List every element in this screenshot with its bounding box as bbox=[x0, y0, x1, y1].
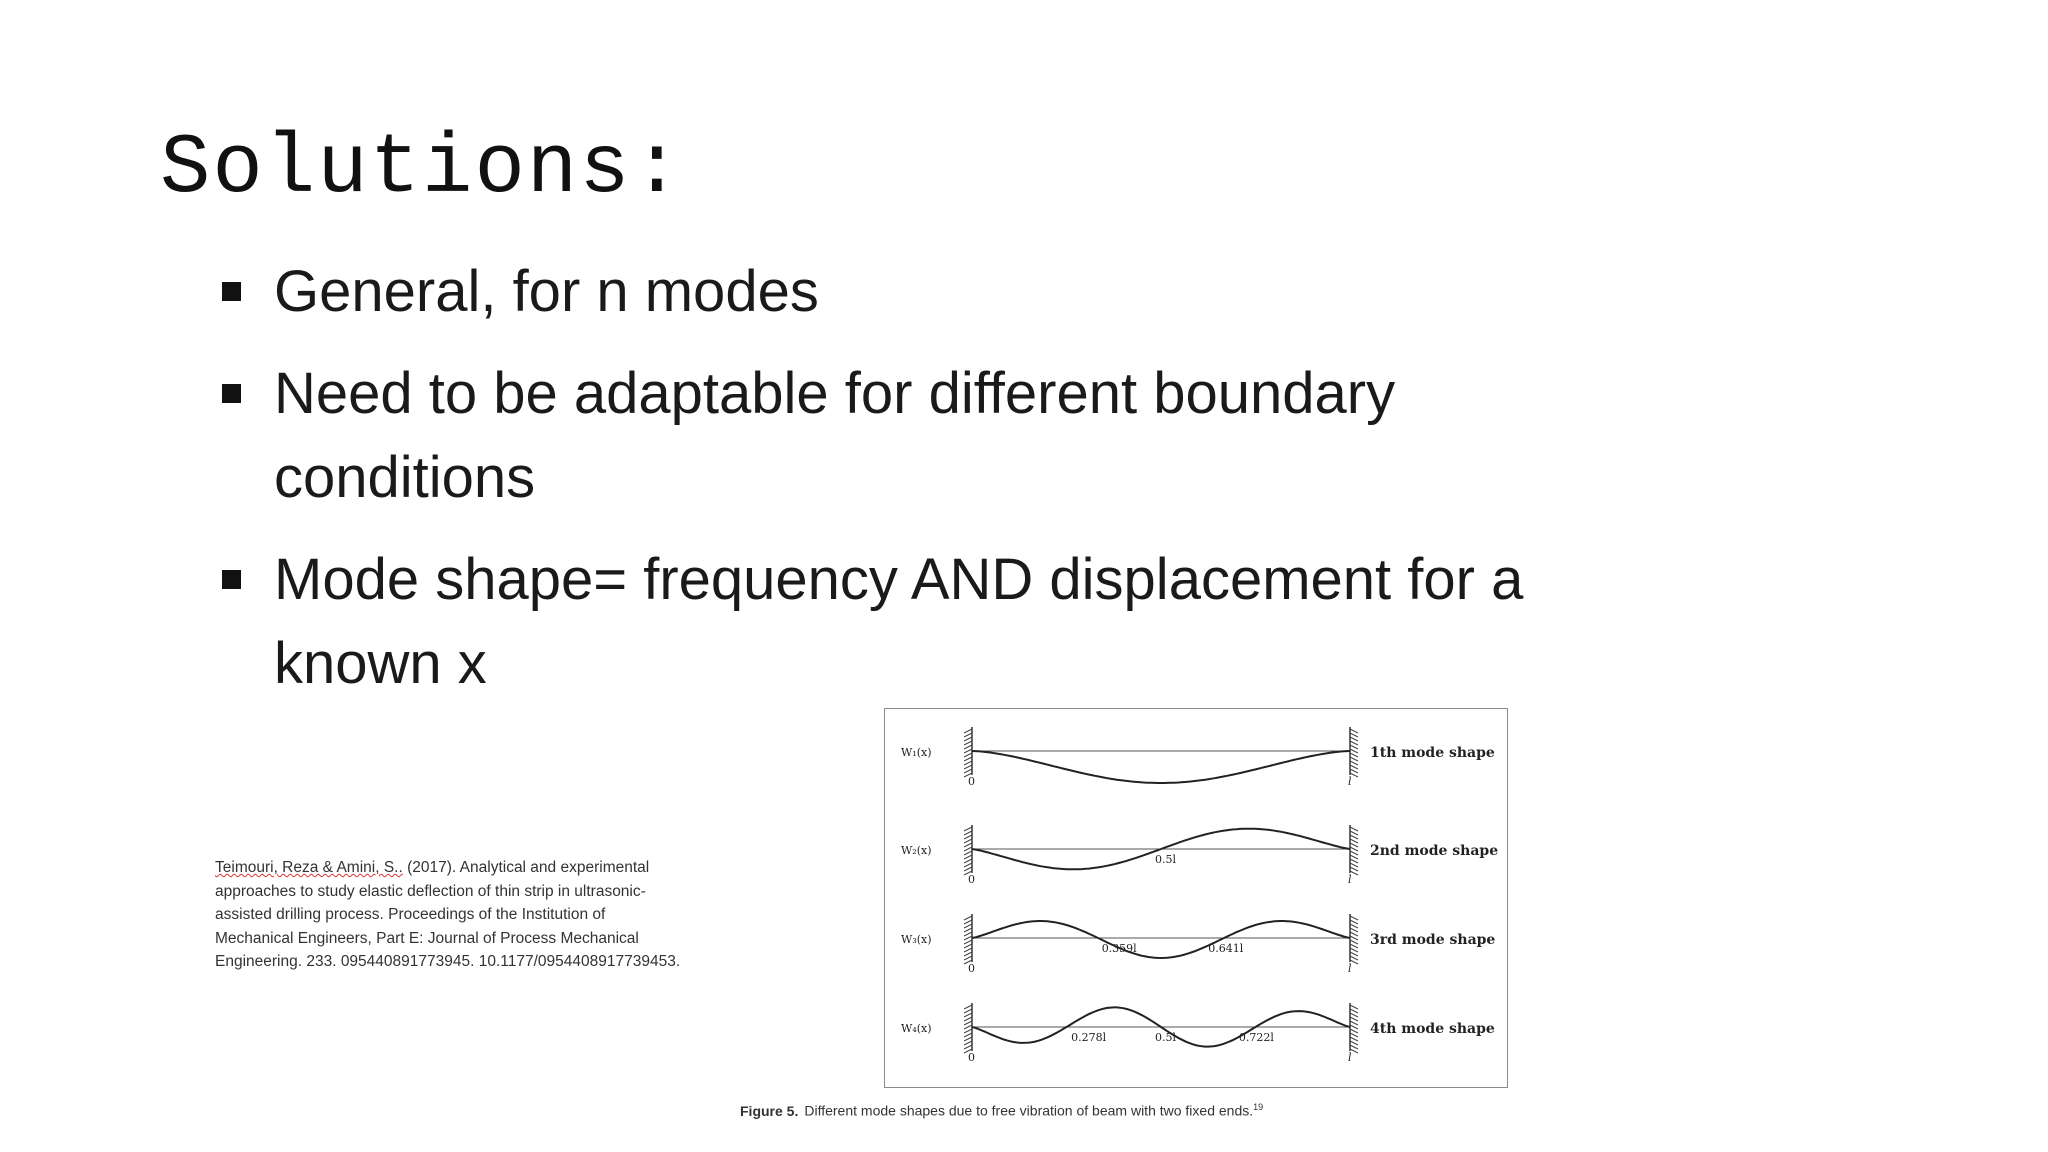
wall-hatch bbox=[1350, 1021, 1358, 1025]
mode-ylabel: W₂(x) bbox=[901, 844, 932, 857]
wall-hatch bbox=[964, 1037, 972, 1041]
wall-hatch bbox=[1350, 847, 1358, 851]
mode-shape-label: 2nd mode shape bbox=[1370, 843, 1499, 859]
wall-hatch bbox=[964, 932, 972, 936]
wall-hatch bbox=[1350, 757, 1358, 761]
beam-end-label: l bbox=[1348, 873, 1352, 886]
mode-shape-curve bbox=[972, 921, 1350, 958]
wall-hatch bbox=[964, 952, 972, 956]
wall-hatch bbox=[964, 928, 972, 932]
wall-hatch bbox=[964, 859, 972, 863]
wall-hatch bbox=[1350, 944, 1358, 948]
wall-hatch bbox=[1350, 940, 1358, 944]
wall-hatch bbox=[1350, 737, 1358, 741]
citation-authors: Teimouri, Reza & Amini, S.. bbox=[215, 859, 403, 876]
wall-hatch bbox=[964, 1025, 972, 1029]
wall-hatch bbox=[1350, 1009, 1358, 1013]
beam-end-label: l bbox=[1348, 1051, 1352, 1064]
wall-hatch bbox=[1350, 827, 1358, 831]
wall-hatch bbox=[964, 831, 972, 835]
wall-hatch bbox=[964, 765, 972, 769]
wall-hatch bbox=[1350, 761, 1358, 765]
wall-hatch bbox=[1350, 765, 1358, 769]
wall-hatch bbox=[1350, 936, 1358, 940]
node-position-label: 0.5l bbox=[1155, 853, 1177, 866]
node-position-label: 0.278l bbox=[1071, 1031, 1107, 1044]
wall-hatch bbox=[1350, 916, 1358, 920]
wall-hatch bbox=[964, 761, 972, 765]
wall-hatch bbox=[1350, 1017, 1358, 1021]
bullet-item bbox=[218, 250, 1598, 334]
wall-hatch bbox=[1350, 932, 1358, 936]
wall-hatch bbox=[964, 944, 972, 948]
wall-hatch bbox=[1350, 1025, 1358, 1029]
wall-hatch bbox=[964, 843, 972, 847]
wall-hatch bbox=[964, 839, 972, 843]
wall-hatch bbox=[964, 757, 972, 761]
wall-hatch bbox=[964, 1009, 972, 1013]
citation-body: (2017). Analytical and experimental approaches to study elastic deflection of thin strip in ultrasonic-assisted drilling process. Proceedings of the Institution of Mechanical Engineers, Part E: Journal of Process Mechanical Engineering. 233. 095440891773945. 10.1177/0954408917739453. bbox=[215, 859, 681, 970]
wall-hatch bbox=[964, 729, 972, 733]
bullet-list bbox=[218, 250, 1598, 724]
mode-shape-label: 3rd mode shape bbox=[1370, 932, 1496, 948]
wall-hatch bbox=[1350, 1045, 1358, 1049]
wall-hatch bbox=[1350, 1029, 1358, 1033]
wall-hatch bbox=[1350, 920, 1358, 924]
slide-title: Solutions: bbox=[160, 122, 685, 217]
node-position-label: 0.722l bbox=[1238, 1031, 1274, 1044]
wall-hatch bbox=[1350, 1013, 1358, 1017]
figure-caption-ref: 19 bbox=[1253, 1102, 1264, 1112]
wall-hatch bbox=[1350, 867, 1358, 871]
wall-hatch bbox=[1350, 1005, 1358, 1009]
node-position-label: 0.5l bbox=[1155, 1031, 1177, 1044]
wall-hatch bbox=[1350, 851, 1358, 855]
mode-shape-figure bbox=[884, 708, 1508, 1088]
wall-hatch bbox=[1350, 831, 1358, 835]
wall-hatch bbox=[964, 1029, 972, 1033]
bullet-text: Need to be adaptable for different boundary conditions bbox=[274, 361, 1396, 510]
wall-hatch bbox=[1350, 749, 1358, 753]
wall-hatch bbox=[964, 924, 972, 928]
wall-hatch bbox=[1350, 769, 1358, 773]
beam-start-label: 0 bbox=[968, 775, 975, 788]
wall-hatch bbox=[964, 1033, 972, 1037]
figure-caption-label: Figure 5. bbox=[740, 1102, 799, 1119]
wall-hatch bbox=[964, 920, 972, 924]
wall-hatch bbox=[964, 1021, 972, 1025]
square-bullet-icon bbox=[222, 570, 241, 589]
wall-hatch bbox=[1350, 948, 1358, 952]
wall-hatch bbox=[1350, 924, 1358, 928]
wall-hatch bbox=[1350, 733, 1358, 737]
wall-hatch bbox=[964, 835, 972, 839]
wall-hatch bbox=[1350, 859, 1358, 863]
wall-hatch bbox=[1350, 741, 1358, 745]
figure-caption bbox=[740, 1102, 1440, 1119]
bullet-item bbox=[218, 538, 1598, 706]
mode-ylabel: W₃(x) bbox=[901, 933, 932, 946]
beam-start-label: 0 bbox=[968, 962, 975, 975]
wall-hatch bbox=[964, 741, 972, 745]
wall-hatch bbox=[964, 737, 972, 741]
wall-hatch bbox=[1350, 839, 1358, 843]
wall-hatch bbox=[1350, 745, 1358, 749]
mode-shape-label: 4th mode shape bbox=[1370, 1021, 1495, 1037]
wall-hatch bbox=[964, 745, 972, 749]
wall-hatch bbox=[964, 867, 972, 871]
wall-hatch bbox=[964, 936, 972, 940]
wall-hatch bbox=[964, 948, 972, 952]
beam-start-label: 0 bbox=[968, 1051, 975, 1064]
wall-hatch bbox=[1350, 855, 1358, 859]
mode-ylabel: W₁(x) bbox=[901, 746, 932, 759]
mode-shape-diagram bbox=[885, 709, 1506, 1086]
wall-hatch bbox=[1350, 1041, 1358, 1045]
wall-hatch bbox=[964, 827, 972, 831]
wall-hatch bbox=[1350, 835, 1358, 839]
wall-hatch bbox=[1350, 1037, 1358, 1041]
square-bullet-icon bbox=[222, 282, 241, 301]
beam-start-label: 0 bbox=[968, 873, 975, 886]
wall-hatch bbox=[964, 1013, 972, 1017]
citation-text bbox=[215, 856, 685, 974]
wall-hatch bbox=[964, 956, 972, 960]
wall-hatch bbox=[1350, 928, 1358, 932]
wall-hatch bbox=[964, 733, 972, 737]
wall-hatch bbox=[1350, 956, 1358, 960]
wall-hatch bbox=[1350, 729, 1358, 733]
wall-hatch bbox=[1350, 843, 1358, 847]
wall-hatch bbox=[964, 753, 972, 757]
wall-hatch bbox=[1350, 753, 1358, 757]
node-position-label: 0.641l bbox=[1208, 942, 1244, 955]
mode-ylabel: W₄(x) bbox=[901, 1022, 932, 1035]
wall-hatch bbox=[964, 1005, 972, 1009]
bullet-item bbox=[218, 352, 1598, 520]
wall-hatch bbox=[964, 940, 972, 944]
node-position-label: 0.359l bbox=[1101, 942, 1137, 955]
wall-hatch bbox=[964, 1041, 972, 1045]
mode-shape-label: 1th mode shape bbox=[1370, 745, 1495, 761]
wall-hatch bbox=[964, 769, 972, 773]
wall-hatch bbox=[964, 851, 972, 855]
figure-caption-text: Different mode shapes due to free vibration of beam with two fixed ends. bbox=[804, 1102, 1254, 1119]
square-bullet-icon bbox=[222, 384, 241, 403]
wall-hatch bbox=[964, 749, 972, 753]
bullet-text: Mode shape= frequency AND displacement for a known x bbox=[274, 547, 1524, 696]
mode-shape-curve bbox=[972, 751, 1350, 783]
wall-hatch bbox=[1350, 1033, 1358, 1037]
beam-end-label: l bbox=[1348, 962, 1352, 975]
beam-end-label: l bbox=[1348, 775, 1352, 788]
bullet-text: General, for n modes bbox=[274, 259, 819, 324]
wall-hatch bbox=[964, 855, 972, 859]
wall-hatch bbox=[964, 847, 972, 851]
wall-hatch bbox=[1350, 863, 1358, 867]
wall-hatch bbox=[964, 863, 972, 867]
wall-hatch bbox=[964, 916, 972, 920]
wall-hatch bbox=[964, 1045, 972, 1049]
wall-hatch bbox=[1350, 952, 1358, 956]
wall-hatch bbox=[964, 1017, 972, 1021]
